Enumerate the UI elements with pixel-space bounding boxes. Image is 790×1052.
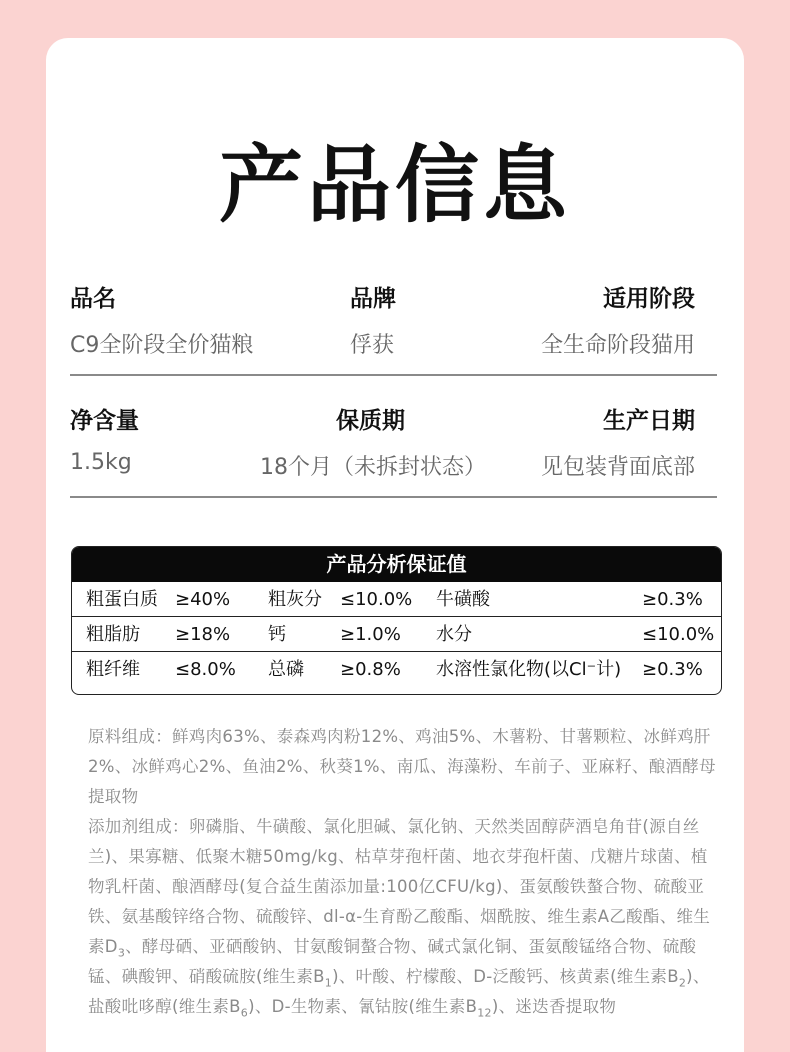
ingredients-text: 原料组成：鲜鸡肉63%、泰森鸡肉粉12%、鸡油5%、木薯粉、甘薯颗粒、冰鲜鸡肝2%、冰鲜鸡心2%、鱼油2%、秋葵1%、南瓜、海藻粉、车前子、亚麻籽、酿酒酵母提取物 <box>88 727 716 806</box>
stage-value: 全生命阶段猫用 <box>540 333 695 358</box>
cell-name: 水分 <box>436 624 472 645</box>
subscript: 1 <box>324 976 333 990</box>
shelf-life-value: 18个月（未拆封状态） <box>260 455 486 480</box>
subscript: 6 <box>240 1006 249 1020</box>
analysis-table <box>71 546 722 695</box>
cell-name: 粗脂肪 <box>86 624 140 645</box>
subscript: 3 <box>117 946 126 960</box>
additives-part: 添加剂组成：卵磷脂、牛磺酸、氯化胆碱、氯化钠、天然类固醇萨酒皂角苷(源自丝兰)、果寡糖、低聚木糖50mg/kg、枯草芽孢杆菌、地衣芽孢杆菌、戊糖片球菌、植物乳杆菌、酿酒酵母(复合益生菌添加量:100亿CFU/kg)、蛋氨酸铁螯合物、硫酸亚铁、氨基酸锌络合物、硫酸锌、dl-α-生育酚乙酸酯、烟酰胺、维生素A乙酸酯、维生素D <box>88 817 711 956</box>
name-label: 品名 <box>70 286 116 312</box>
table-row <box>72 652 721 687</box>
cell-value: ≤10.0% <box>642 624 715 645</box>
name-value: C9全阶段全价猫粮 <box>70 333 254 358</box>
weight-label: 净含量 <box>70 408 139 434</box>
additives-part: 、酵母硒、亚硒酸钠、甘氨酸铜螯合物、碱式氯化铜、蛋氨酸锰络合物、硫酸锰、碘酸钾、硝酸硫胺(维生素B <box>88 937 697 986</box>
additives-text <box>88 812 718 1022</box>
additives-part: )、迷迭香提取物 <box>491 997 617 1016</box>
additives-part: )、D-生物素、氰钴胺(维生素B <box>248 997 478 1016</box>
cell-name: 钙 <box>268 624 286 645</box>
cell-value: ≥40% <box>175 589 231 610</box>
weight-value: 1.5kg <box>70 450 132 475</box>
brand-label: 品牌 <box>350 286 396 312</box>
cell-name: 粗灰分 <box>268 589 322 610</box>
cell-value: ≥1.0% <box>340 624 401 645</box>
table-row <box>72 617 721 652</box>
shelf-life-label: 保质期 <box>336 408 405 434</box>
cell-value: ≥0.3% <box>642 589 703 610</box>
additives-part: )、盐酸吡哆醇(维生素B <box>88 967 710 1016</box>
brand-value: 俘获 <box>350 333 395 358</box>
table-row <box>72 582 721 617</box>
production-date-label: 生产日期 <box>603 408 695 434</box>
cell-value: ≤8.0% <box>175 659 236 680</box>
cell-value: ≥18% <box>175 624 231 645</box>
production-date-value: 见包装背面底部 <box>540 455 695 480</box>
cell-name: 牛磺酸 <box>436 589 490 610</box>
cell-value: ≤10.0% <box>340 589 413 610</box>
info-row-1 <box>70 278 717 376</box>
page-title: 产品信息 <box>218 136 571 234</box>
additives-part: )、叶酸、柠檬酸、D-泛酸钙、核黄素(维生素B <box>332 967 679 986</box>
cell-value: ≥0.3% <box>642 659 703 680</box>
info-row-2 <box>70 400 717 498</box>
cell-name: 水溶性氯化物(以Cl⁻计) <box>436 659 622 680</box>
stage-label: 适用阶段 <box>603 286 695 312</box>
cell-name: 粗纤维 <box>86 659 140 680</box>
analysis-table-header: 产品分析保证值 <box>72 547 721 582</box>
cell-value: ≥0.8% <box>340 659 401 680</box>
subscript: 12 <box>477 1006 492 1020</box>
subscript: 2 <box>678 976 687 990</box>
cell-name: 总磷 <box>268 659 304 680</box>
cell-name: 粗蛋白质 <box>86 589 158 610</box>
